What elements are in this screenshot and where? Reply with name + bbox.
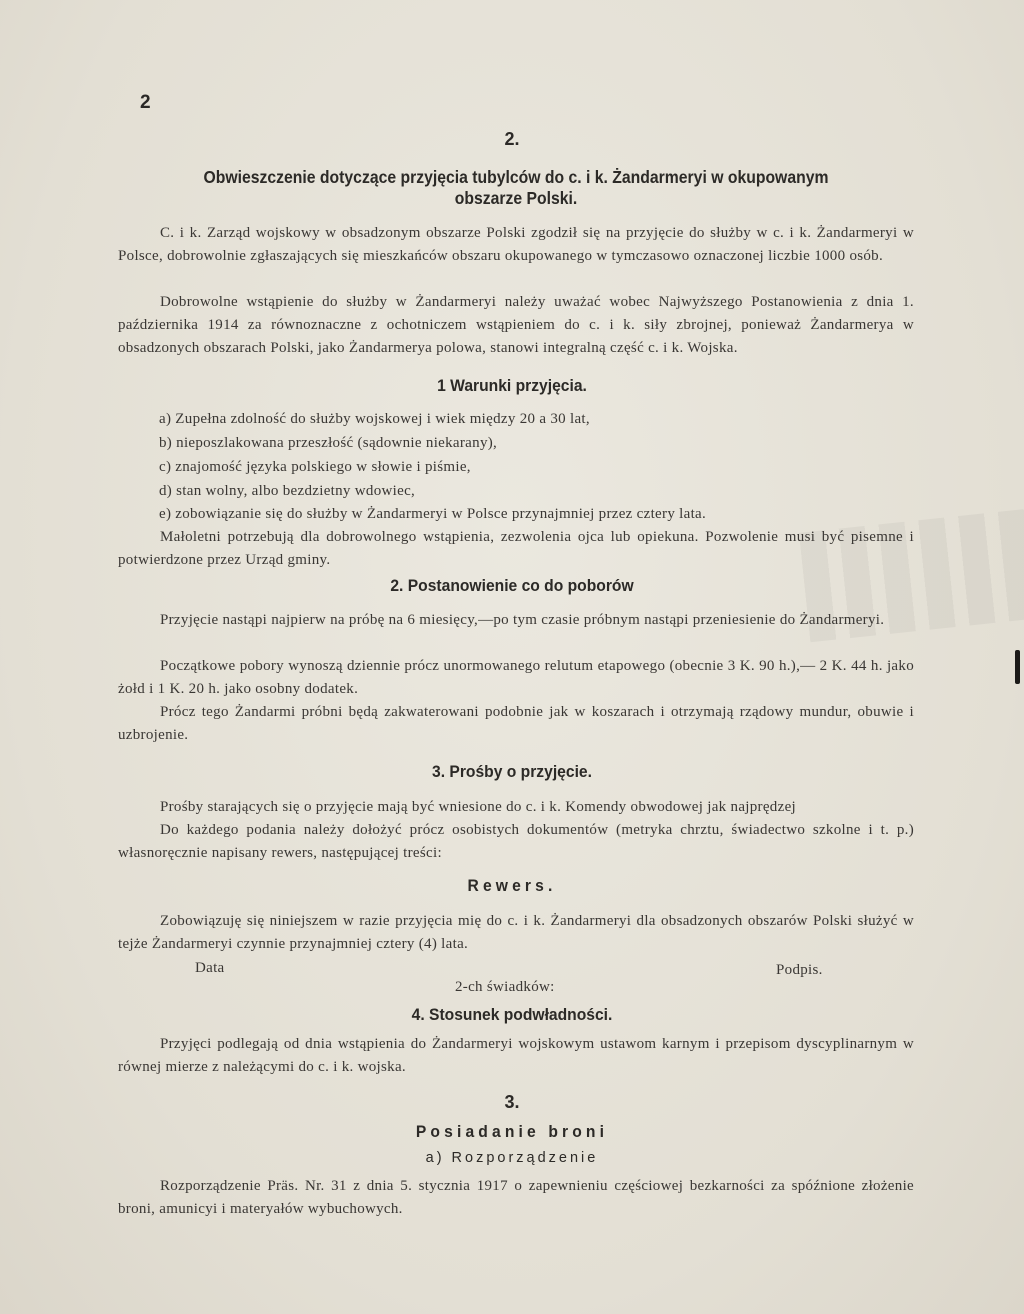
condition-item-d: d) stan wolny, albo bezdzietny wdowiec, bbox=[159, 483, 416, 499]
document-title: Obwieszczenie dotyczące przyjęcia tubylców do c. i k. Żandarmeryi w okupowanym obszarze Polski. bbox=[203, 167, 829, 208]
intro-paragraph-2: Dobrowolne wstąpienie do służby w Żandarmeryi należy uważać wobec Najwyższego Postanowienia z dnia 1. października 1914 za równoznaczne z ochotniczem wstąpieniem do c. i k. siły zbrojnej, ponieważ Żandarmerya w obsadzonych obszarach Polski, jako Żandarmerya polowa, stanowi integralną część c. i k. Wojska. bbox=[118, 294, 914, 356]
section-2-heading: 2. Postanowienie co do poborów bbox=[390, 576, 634, 595]
regulation-subheading: a) Rozporządzenie bbox=[425, 1150, 599, 1166]
section-3-heading: 3. Prośby o przyjęcie. bbox=[432, 762, 592, 781]
section-4-heading: 4. Stosunek podwładności. bbox=[411, 1005, 613, 1024]
condition-item-c: c) znajomość języka polskiego w słowie i piśmie, bbox=[159, 459, 471, 475]
pay-paragraph-1: Przyjęcie nastąpi najpierw na próbę na 6 miesięcy,—po tym czasie próbnym nastąpi przeniesienie do Żandarmeryi. bbox=[160, 612, 885, 628]
date-label: Data bbox=[195, 960, 225, 976]
page-number: 2 bbox=[140, 92, 151, 113]
condition-item-a: a) Zupełna zdolność do służby wojskowej i wiek między 20 a 30 lat, bbox=[159, 411, 590, 427]
rewers-text: Zobowiązuję się niniejszem w razie przyjęcia mię do c. i k. Żandarmeryi dla obsadzonych obszarów Polski służyć w tejże Żandarmeryi czynnie przynajmniej cztery (4) lata. bbox=[118, 913, 914, 952]
edge-mark bbox=[1015, 650, 1020, 684]
minors-note: Małoletni potrzebują dla dobrowolnego wstąpienia, zezwolenia ojca lub opiekuna. Pozwolenie musi być pisemne i potwierdzone przez Urząd gminy. bbox=[118, 529, 914, 568]
section-number-heading: 2. bbox=[504, 129, 520, 149]
requests-paragraph-1: Prośby starających się o przyjęcie mają być wniesione do c. i k. Komendy obwodowej jak najprędzej bbox=[160, 799, 796, 815]
section-1-heading: 1 Warunki przyjęcia. bbox=[437, 376, 587, 395]
condition-item-e: e) zobowiązanie się do służby w Żandarmeryi w Polsce przynajmniej przez cztery lata. bbox=[159, 506, 707, 522]
pay-paragraph-2: Początkowe pobory wynoszą dziennie prócz unormowanego relutum etapowego (obecnie 3 K. 90 h.),— 2 K. 44 h. jako żołd i 1 K. 20 h. jako osobny dodatek. bbox=[118, 658, 914, 697]
condition-item-b: b) nieposzlakowana przeszłość (sądownie niekarany), bbox=[159, 435, 498, 451]
pay-paragraph-3: Prócz tego Żandarmi próbni będą zakwaterowani podobnie jak w koszarach i otrzymają rządowy mundur, obuwie i uzbrojenie. bbox=[118, 704, 914, 743]
regulation-text: Rozporządzenie Präs. Nr. 31 z dnia 5. stycznia 1917 o zapewnieniu częściowej bezkarności za spóźnione złożenie broni, amunicyi i materyałów wybuchowych. bbox=[118, 1178, 914, 1217]
intro-paragraph-1: C. i k. Zarząd wojskowy w obsadzonym obszarze Polski zgodził się na przyjęcie do służby w c. i k. Żandarmeryi w Polsce, dobrowolnie zgłaszających się mieszkańców obszaru okupowanego w tymczasowo oznaczonej liczbie 1000 osób. bbox=[118, 225, 914, 264]
rewers-heading: Rewers. bbox=[467, 876, 557, 895]
witnesses-label: 2-ch świadków: bbox=[455, 979, 555, 995]
subordination-text: Przyjęci podlegają od dnia wstąpienia do Żandarmeryi wojskowym ustawom karnym i przepisom dyscyplinarnym w równej mierze z należącymi do c. i k. wojska. bbox=[118, 1036, 914, 1075]
requests-paragraph-2: Do każdego podania należy dołożyć prócz osobistych dokumentów (metryka chrztu, świadectwo szkolne i t. p.) własnoręcznie napisany rewers, następującej treści: bbox=[118, 822, 914, 861]
section-3b-number: 3. bbox=[504, 1092, 520, 1112]
signature-label: Podpis. bbox=[776, 962, 823, 978]
weapons-heading: Posiadanie broni bbox=[415, 1122, 609, 1141]
